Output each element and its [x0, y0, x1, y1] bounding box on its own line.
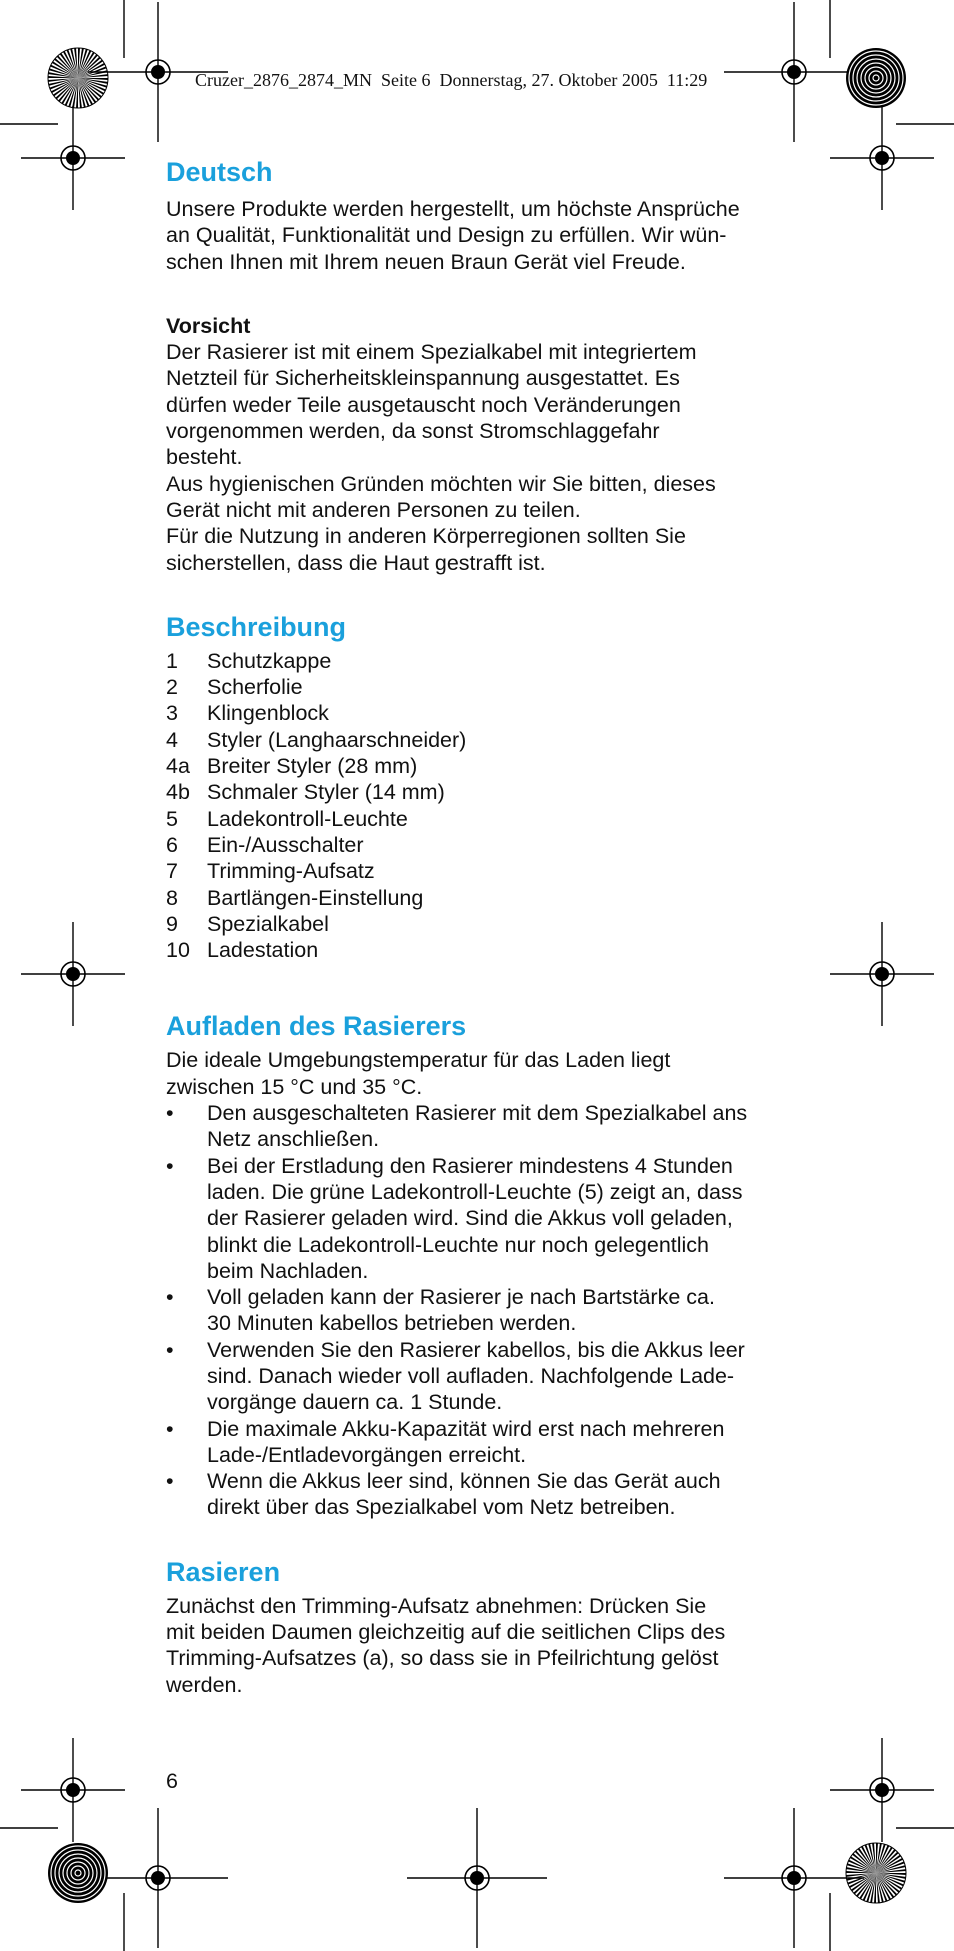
item-number: 9 [166, 911, 178, 936]
bullet-mark: • [166, 1153, 174, 1178]
text-line: zwischen 15 °C und 35 °C. [166, 1074, 423, 1099]
bullet-item [166, 1100, 806, 1153]
bullet-item [166, 1284, 806, 1337]
item-label: Spezialkabel [207, 911, 329, 936]
text-line: Zunächst den Trimming-Aufsatz abnehmen: Drücken Sie [166, 1593, 707, 1618]
list-item [166, 753, 806, 779]
list-item [166, 911, 806, 937]
list-item [166, 700, 806, 726]
registration-dot [875, 151, 889, 165]
page-number: 6 [166, 1769, 178, 1793]
registration-dot [875, 1783, 889, 1797]
text-line: besteht. [166, 445, 243, 470]
starburst-wedge [846, 1871, 876, 1873]
registration-dot [470, 1871, 484, 1885]
item-label: Breiter Styler (28 mm) [207, 754, 418, 779]
text-line: Lade-/Entladevorgängen erreicht. [207, 1442, 527, 1467]
registration-dot [66, 1783, 80, 1797]
text-line: Netzteil für Sicherheitskleinspannung ausgestattet. Es [166, 366, 680, 391]
item-number: 6 [166, 832, 178, 857]
text-line: vorgenommen werden, da sonst Stromschlaggefahr [166, 419, 660, 444]
text-line: Verwenden Sie den Rasierer kabellos, bis die Akkus leer [207, 1337, 745, 1362]
starburst-wedge [874, 1873, 876, 1903]
registration-dot [787, 65, 801, 79]
text-line: schen Ihnen mit Ihrem neuen Braun Gerät viel Freude. [166, 249, 686, 274]
item-number: 7 [166, 859, 178, 884]
list-item [166, 727, 806, 753]
concentric-disc [48, 1843, 108, 1903]
item-number: 4b [166, 780, 190, 805]
item-number: 3 [166, 701, 178, 726]
item-number: 4a [166, 754, 190, 779]
item-label: Styler (Langhaarschneider) [207, 727, 467, 752]
text-line: Voll geladen kann der Rasierer je nach Bartstärke ca. [207, 1285, 715, 1310]
text-line: mit beiden Daumen gleichzeitig auf die seitlichen Clips des [166, 1620, 726, 1645]
item-label: Ein-/Ausschalter [207, 832, 364, 857]
bullet-item [166, 1468, 806, 1521]
print-slug-line: Cruzer_2876_2874_MN Seite 6 Donnerstag, 27. Oktober 2005 11:29 [195, 70, 712, 90]
list-item [166, 937, 806, 963]
heading-deutsch: Deutsch [166, 157, 273, 187]
shaving-paragraph [166, 1593, 806, 1698]
parts-list [166, 648, 806, 964]
starburst-wedge [48, 76, 78, 78]
bullet-item [166, 1416, 806, 1469]
text-line: vorgänge dauern ca. 1 Stunde. [207, 1390, 503, 1415]
registration-dot [66, 151, 80, 165]
caution-heading: Vorsicht [166, 313, 251, 338]
registration-dot [787, 1871, 801, 1885]
list-item [166, 779, 806, 805]
item-label: Scherfolie [207, 675, 303, 700]
intro-paragraph [166, 196, 806, 275]
registration-dot [151, 1871, 165, 1885]
bullet-mark: • [166, 1285, 174, 1310]
item-label: Klingenblock [207, 701, 329, 726]
item-number: 10 [166, 938, 190, 963]
bullet-mark: • [166, 1337, 174, 1362]
text-line: Gerät nicht mit anderen Personen zu teilen. [166, 497, 581, 522]
text-line: Trimming-Aufsatzes (a), so dass sie in Pfeilrichtung gelöst [166, 1646, 719, 1671]
concentric-disc [846, 48, 906, 108]
bullet-item [166, 1153, 806, 1284]
starburst-wedge [78, 78, 108, 80]
item-label: Ladekontroll-Leuchte [207, 806, 408, 831]
registration-dot [66, 967, 80, 981]
item-number: 8 [166, 885, 178, 910]
list-item [166, 858, 806, 884]
page-content [166, 155, 806, 1698]
list-item [166, 648, 806, 674]
text-line: Für die Nutzung in anderen Körperregionen sollten Sie [166, 524, 686, 549]
text-line: sind. Danach wieder voll aufladen. Nachfolgende Lade- [207, 1363, 735, 1388]
text-line: 30 Minuten kabellos betrieben werden. [207, 1311, 577, 1336]
heading-rasieren: Rasieren [166, 1556, 281, 1587]
list-item [166, 885, 806, 911]
text-line: Netz anschließen. [207, 1127, 380, 1152]
starburst-wedge [876, 1873, 906, 1875]
text-line: direkt über das Spezialkabel vom Netz betreiben. [207, 1495, 676, 1520]
text-line: sicherstellen, dass die Haut gestrafft ist. [166, 550, 546, 575]
item-label: Bartlängen-Einstellung [207, 885, 424, 910]
registration-dot [151, 65, 165, 79]
text-line: an Qualität, Funktionalität und Design zu erfüllen. Wir wün- [166, 223, 727, 248]
heading-beschreibung: Beschreibung [166, 611, 347, 642]
bullet-mark: • [166, 1416, 174, 1441]
heading-aufladen: Aufladen des Rasierers [166, 1011, 467, 1042]
item-label: Trimming-Aufsatz [207, 859, 375, 884]
text-line: blinkt die Ladekontroll-Leuchte nur noch gelegentlich [207, 1232, 710, 1257]
charging-intro [166, 1047, 806, 1100]
item-number: 1 [166, 648, 178, 673]
registration-dot [875, 967, 889, 981]
text-line: Die maximale Akku-Kapazität wird erst nach mehreren [207, 1416, 725, 1441]
caution-paragraph [166, 339, 806, 576]
text-line: laden. Die grüne Ladekontroll-Leuchte (5) zeigt an, dass [207, 1179, 743, 1204]
list-item [166, 674, 806, 700]
text-line: werden. [166, 1672, 243, 1697]
list-item [166, 832, 806, 858]
item-label: Schmaler Styler (14 mm) [207, 780, 445, 805]
item-number: 4 [166, 727, 178, 752]
text-line: Die ideale Umgebungstemperatur für das Laden liegt [166, 1048, 671, 1073]
text-line: der Rasierer geladen wird. Sind die Akkus voll geladen, [207, 1206, 733, 1231]
text-line: beim Nachladen. [207, 1258, 369, 1283]
text-line: Den ausgeschalteten Rasierer mit dem Spezialkabel ans [207, 1101, 748, 1126]
text-line: dürfen weder Teile ausgetauscht noch Veränderungen [166, 392, 681, 417]
item-label: Schutzkappe [207, 648, 332, 673]
starburst-wedge [876, 1843, 878, 1873]
starburst-wedge [76, 78, 78, 108]
item-number: 2 [166, 675, 178, 700]
text-line: Aus hygienischen Gründen möchten wir Sie bitten, dieses [166, 471, 716, 496]
bullet-mark: • [166, 1469, 174, 1494]
text-line: Wenn die Akkus leer sind, können Sie das Gerät auch [207, 1469, 721, 1494]
text-line: Unsere Produkte werden hergestellt, um höchste Ansprüche [166, 197, 740, 221]
item-label: Ladestation [207, 938, 319, 963]
bullet-mark: • [166, 1101, 174, 1126]
text-line: Bei der Erstladung den Rasierer mindestens 4 Stunden [207, 1153, 733, 1178]
item-number: 5 [166, 806, 178, 831]
text-line: Der Rasierer ist mit einem Spezialkabel mit integriertem [166, 340, 697, 365]
starburst-wedge [78, 48, 80, 78]
list-item [166, 806, 806, 832]
bullet-item [166, 1337, 806, 1416]
